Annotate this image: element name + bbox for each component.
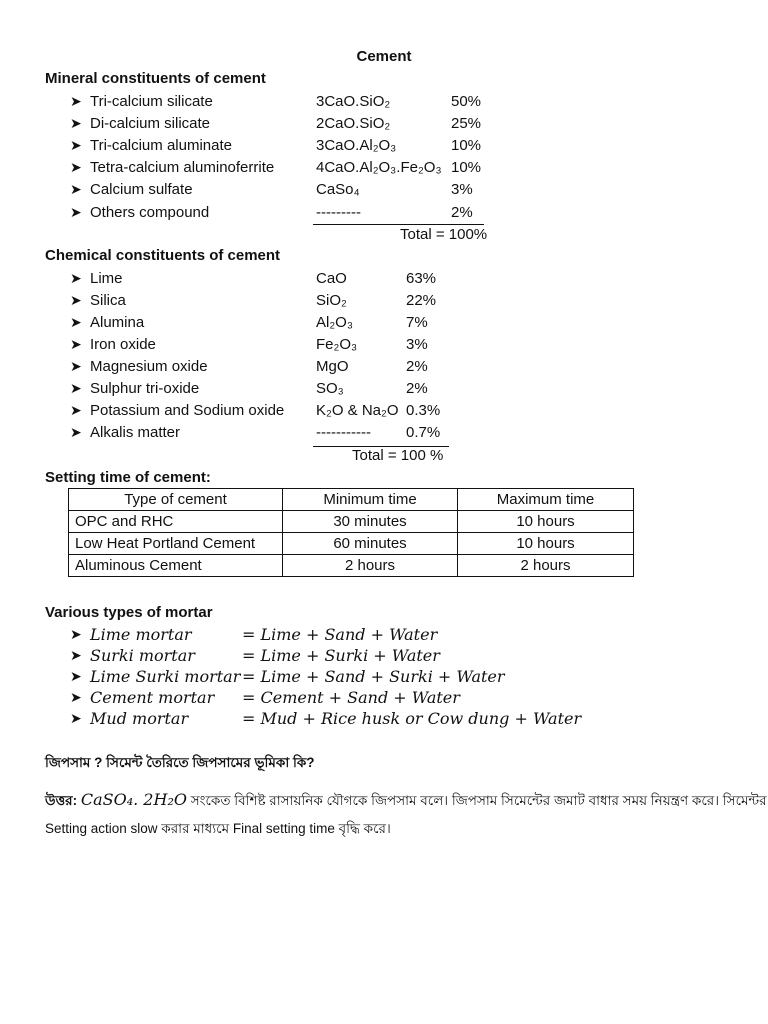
bullet-arrow-icon: ➤ <box>70 137 82 153</box>
cell-type: Aluminous Cement <box>69 555 283 577</box>
mortar-heading: Various types of mortar <box>45 604 213 621</box>
constituent-name: Tri-calcium aluminate <box>90 137 232 154</box>
bullet-arrow-icon: ➤ <box>70 292 82 308</box>
bullet-arrow-icon: ➤ <box>70 336 82 352</box>
constituent-percent: 0.3% <box>406 402 441 419</box>
constituent-percent: 2% <box>406 358 428 375</box>
constituent-percent: 22% <box>406 292 437 309</box>
bullet-arrow-icon: ➤ <box>70 689 82 705</box>
constituent-percent: 2% <box>451 204 473 221</box>
bullet-arrow-icon: ➤ <box>70 668 82 684</box>
cell-min: 2 hours <box>283 555 458 577</box>
table-row <box>69 511 634 533</box>
list-item <box>70 159 670 179</box>
list-item <box>70 115 670 135</box>
constituent-name: Calcium sulfate <box>90 181 193 198</box>
gypsum-answer-line1 <box>45 790 767 813</box>
list-item <box>70 336 670 356</box>
constituent-name: Lime <box>90 270 123 287</box>
constituent-formula: SiO₂ <box>316 292 347 309</box>
mortar-equation: = Cement + Sand + Water <box>242 688 460 707</box>
bullet-arrow-icon: ➤ <box>70 181 82 197</box>
constituent-name: Magnesium oxide <box>90 358 208 375</box>
constituent-name: Silica <box>90 292 126 309</box>
mortar-name: Lime mortar <box>90 625 192 644</box>
bullet-arrow-icon: ➤ <box>70 647 82 663</box>
gypsum-formula: CaSO₄. 2H₂O <box>80 790 187 809</box>
mortar-equation: = Lime + Sand + Water <box>242 625 438 644</box>
bullet-arrow-icon: ➤ <box>70 626 82 642</box>
constituent-formula: 2CaO.SiO₂ <box>316 115 391 132</box>
answer-text-1: সংকেত বিশিষ্ট রাসায়নিক যৌগকে জিপসাম বলে। জিপসাম সিমেন্টের জমাট বাধার সময় নিয়ন্ত্রণ করে। সিমেন্টর <box>190 793 767 808</box>
chemical-total: Total = 100 % <box>352 447 444 464</box>
constituent-name: Iron oxide <box>90 336 156 353</box>
mineral-heading: Mineral constituents of cement <box>45 70 266 87</box>
constituent-name: Potassium and Sodium oxide <box>90 402 285 419</box>
mineral-total-rule <box>313 224 484 225</box>
mortar-name: Mud mortar <box>90 709 189 728</box>
bullet-arrow-icon: ➤ <box>70 204 82 220</box>
answer-label: উত্তর: <box>45 793 78 808</box>
bullet-arrow-icon: ➤ <box>70 424 82 440</box>
list-item <box>70 204 670 224</box>
bullet-arrow-icon: ➤ <box>70 402 82 418</box>
constituent-percent: 0.7% <box>406 424 441 441</box>
setting-time-table <box>68 488 634 577</box>
list-item <box>70 292 670 312</box>
list-item <box>70 314 670 334</box>
constituent-formula: K₂O & Na₂O <box>316 402 399 419</box>
bullet-arrow-icon: ➤ <box>70 710 82 726</box>
list-item <box>70 93 670 113</box>
constituent-percent: 2% <box>406 380 428 397</box>
constituent-percent: 10% <box>451 137 482 154</box>
list-item <box>70 181 670 201</box>
constituent-name: Alkalis matter <box>90 424 181 441</box>
cell-type: OPC and RHC <box>69 511 283 533</box>
chemical-heading: Chemical constituents of cement <box>45 247 281 264</box>
constituent-percent: 10% <box>451 159 482 176</box>
col-header-max: Maximum time <box>458 489 634 511</box>
cell-max: 10 hours <box>458 511 634 533</box>
bullet-arrow-icon: ➤ <box>70 270 82 286</box>
cell-max: 2 hours <box>458 555 634 577</box>
constituent-formula: CaO <box>316 270 347 287</box>
cell-type: Low Heat Portland Cement <box>69 533 283 555</box>
bullet-arrow-icon: ➤ <box>70 159 82 175</box>
setting-heading: Setting time of cement: <box>45 469 211 486</box>
constituent-name: Sulphur tri-oxide <box>90 380 200 397</box>
list-item <box>70 402 670 422</box>
constituent-name: Others compound <box>90 204 210 221</box>
mortar-name: Lime Surki mortar <box>90 667 241 686</box>
bullet-arrow-icon: ➤ <box>70 93 82 109</box>
list-item <box>70 380 670 400</box>
constituent-formula: --------- <box>316 204 361 221</box>
constituent-percent: 7% <box>406 314 428 331</box>
bullet-arrow-icon: ➤ <box>70 314 82 330</box>
mortar-equation: = Lime + Sand + Surki + Water <box>242 667 505 686</box>
constituent-formula: MgO <box>316 358 349 375</box>
col-header-min: Minimum time <box>283 489 458 511</box>
col-header-type: Type of cement <box>69 489 283 511</box>
constituent-percent: 25% <box>451 115 482 132</box>
list-item <box>70 137 670 157</box>
bullet-arrow-icon: ➤ <box>70 358 82 374</box>
constituent-formula: ----------- <box>316 424 371 441</box>
constituent-formula: 4CaO.Al₂O₃.Fe₂O₃ <box>316 159 442 176</box>
constituent-formula: CaSo₄ <box>316 181 360 198</box>
constituent-name: Tri-calcium silicate <box>90 93 213 110</box>
cell-min: 30 minutes <box>283 511 458 533</box>
mortar-equation: = Mud + Rice husk or Cow dung + Water <box>242 709 582 728</box>
gypsum-question-text: জিপসাম ? সিমেন্ট তৈরিতে জিপসামের ভূমিকা কি? <box>45 755 315 770</box>
constituent-name: Alumina <box>90 314 145 331</box>
mortar-name: Cement mortar <box>90 688 215 707</box>
constituent-name: Di-calcium silicate <box>90 115 211 132</box>
constituent-name: Tetra-calcium aluminoferrite <box>90 159 275 176</box>
list-item <box>70 358 670 378</box>
constituent-percent: 63% <box>406 270 437 287</box>
cell-max: 10 hours <box>458 533 634 555</box>
list-item <box>70 270 670 290</box>
constituent-formula: 3CaO.Al₂O₃ <box>316 137 397 154</box>
bullet-arrow-icon: ➤ <box>70 115 82 131</box>
cell-min: 60 minutes <box>283 533 458 555</box>
constituent-formula: SO₃ <box>316 380 344 397</box>
gypsum-question <box>45 752 315 775</box>
constituent-formula: Fe₂O₃ <box>316 336 358 353</box>
page-title: Cement <box>356 48 412 65</box>
mortar-name: Surki mortar <box>90 646 195 665</box>
constituent-percent: 50% <box>451 93 482 110</box>
list-item <box>70 424 670 444</box>
gypsum-answer-line2: Setting action slow করার মাধ্যমে Final setting time বৃদ্ধি করে। <box>45 821 391 836</box>
mineral-total: Total = 100% <box>400 226 488 243</box>
constituent-percent: 3% <box>406 336 428 353</box>
table-row <box>69 555 634 577</box>
table-row <box>69 533 634 555</box>
bullet-arrow-icon: ➤ <box>70 380 82 396</box>
constituent-formula: 3CaO.SiO₂ <box>316 93 391 110</box>
table-header-row <box>69 489 634 511</box>
constituent-formula: Al₂O₃ <box>316 314 353 331</box>
constituent-percent: 3% <box>451 181 473 198</box>
mortar-equation: = Lime + Surki + Water <box>242 646 440 665</box>
